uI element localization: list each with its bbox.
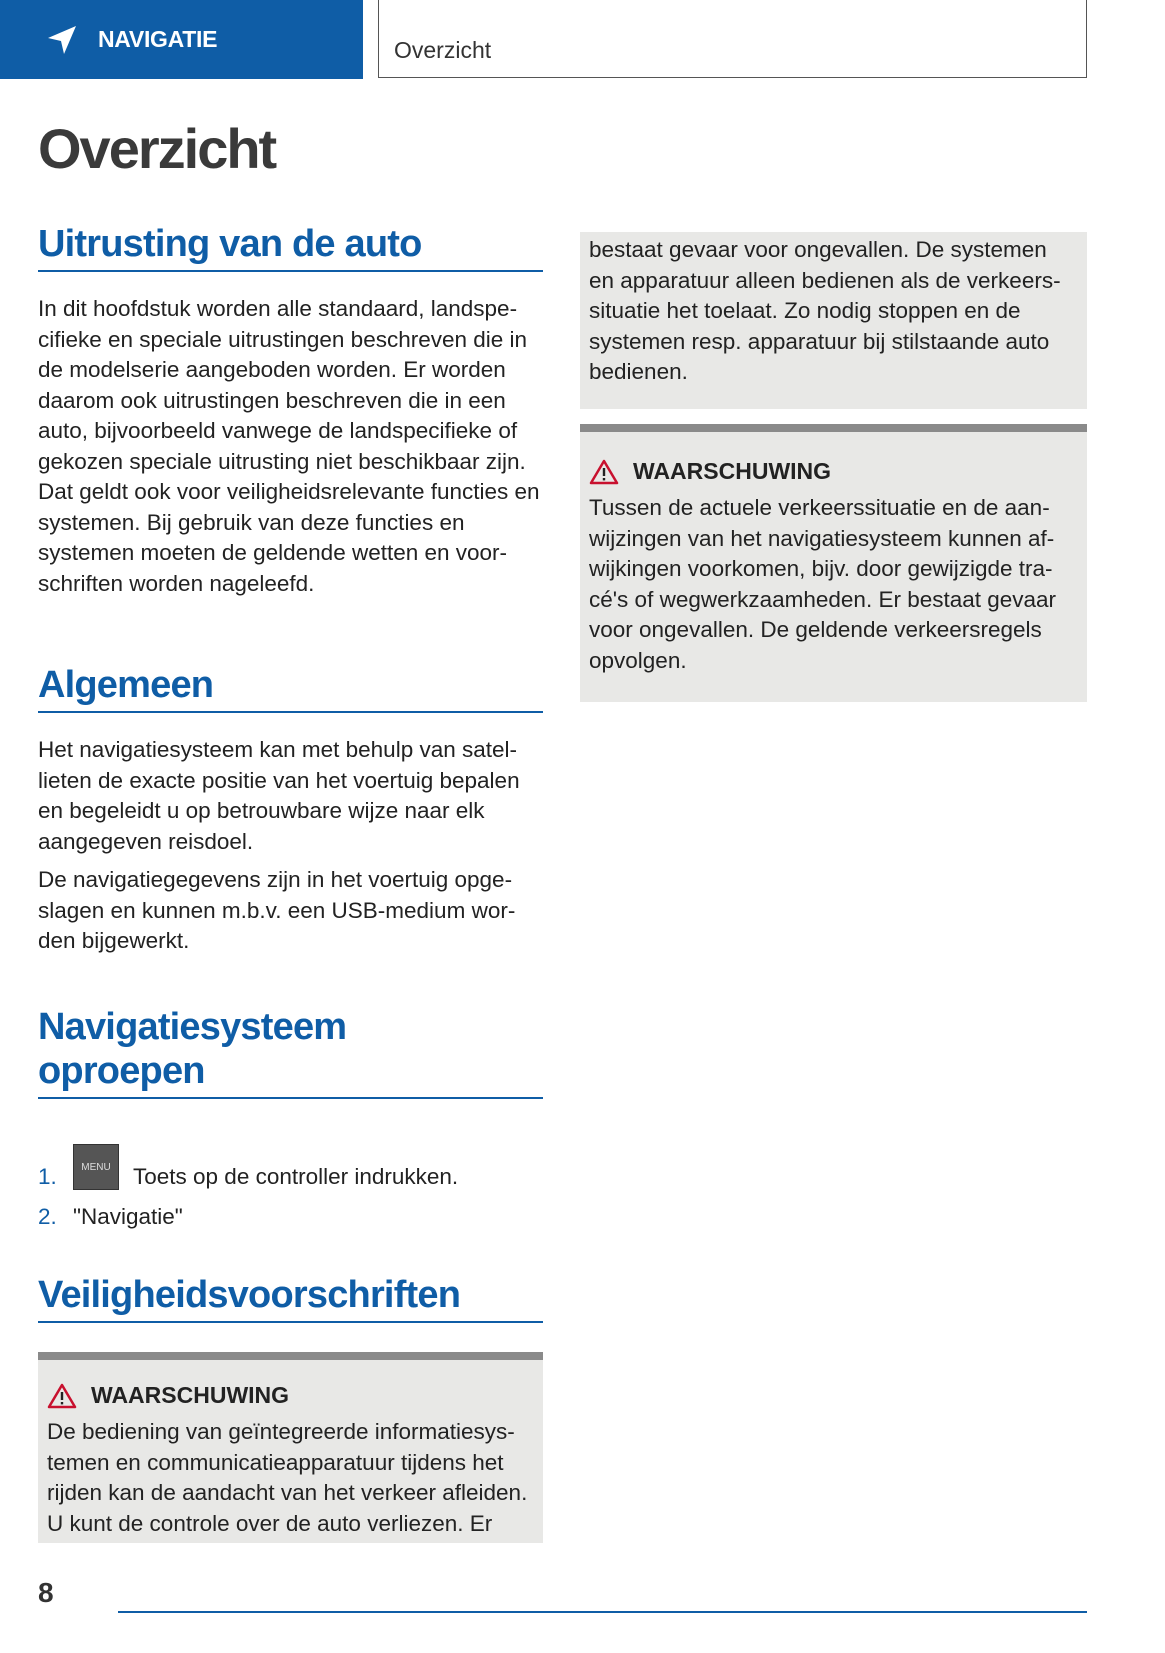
equipment-body [38, 294, 548, 607]
step-number: 1. [38, 1164, 57, 1189]
warning-text-part1: De bediening van geïntegreerde informatiesys- temen en communicatieapparatuur tijdens het rijden kan de aandacht van het verkeer afleiden. U kunt de controle over de auto verliezen. Er [47, 1419, 528, 1536]
general-paragraph-1: Het navigatiesysteem kan met behulp van satel- lieten de exacte positie van het voertuig bepalen en begeleidt u op betrouwbare wijze naar elk aangegeven reisdoel. [38, 737, 520, 854]
heading-general: Algemeen [38, 663, 543, 713]
warning-text-part2: bestaat gevaar voor ongevallen. De systemen en apparatuur alleen bedienen als de verkeers- situatie het toelaat. Zo nodig stoppen en de systemen resp. apparatuur bij stilstaande auto bedienen. [589, 237, 1061, 384]
section-header-title: Overzicht [394, 37, 492, 63]
warning-box-1-continued [580, 232, 1087, 409]
warning-bar [580, 424, 1087, 432]
warning-title [589, 458, 1077, 485]
general-paragraph-2: De navigatiegegevens zijn in het voertuig opge- slagen en kunnen m.b.v. een USB-medium wor- den bijgewerkt. [38, 867, 516, 953]
general-body [38, 735, 548, 965]
section-header [378, 0, 1087, 78]
heading-open-navigation-line2: oproepen [38, 1050, 205, 1092]
warning-box-2 [580, 424, 1087, 702]
equipment-paragraph: In dit hoofdstuk worden alle standaard, landspe- cifieke en speciale uitrustingen beschreven die in de modelserie aangeboden worden. Er worden daarom ook uitrustingen beschreven die in een auto, bijvoorbeeld vanwege de landspecifieke of gekozen speciale uitrusting niet beschikbaar zijn. Dat geldt ook voor veiligheidsrelevante functies en systemen. Bij gebruik van deze functies en systemen moeten de geldende wetten en voor- schriften worden nageleefd. [38, 296, 540, 596]
page-title: Overzicht [38, 117, 276, 180]
warning-triangle-icon [47, 1383, 77, 1409]
steps-list [38, 1138, 548, 1230]
chapter-title: NAVIGATIE [98, 26, 218, 52]
step-text: "Navigatie" [73, 1204, 183, 1229]
warning-title-text: WAARSCHUWING [91, 1382, 290, 1408]
warning-title [47, 1382, 533, 1409]
navigation-arrow-icon [46, 24, 78, 56]
step-number: 2. [38, 1204, 57, 1229]
warning-box-1 [38, 1352, 543, 1543]
footer-divider [118, 1611, 1087, 1613]
menu-key-icon: MENU [73, 1144, 119, 1190]
warning-title-text: WAARSCHUWING [633, 458, 832, 484]
warning-text: Tussen de actuele verkeerssituatie en de aan- wijzingen van het navigatiesysteem kunnen af- wijkingen voorkomen, bijv. door gewijzigde tra- cé's of wegwerkzaamheden. Er bestaat gevaar voor ongevallen. De geldende verkeersregels opvolgen. [589, 495, 1057, 673]
warning-triangle-icon [589, 459, 619, 485]
step-item [38, 1138, 548, 1190]
step-text: Toets op de controller indrukken. [133, 1164, 459, 1189]
step-item [38, 1190, 548, 1230]
warning-bar [38, 1352, 543, 1360]
heading-open-navigation [38, 1005, 543, 1099]
heading-safety: Veiligheidsvoorschriften [38, 1273, 543, 1323]
heading-open-navigation-line1: Navigatiesysteem [38, 1006, 347, 1048]
chapter-tab [0, 0, 363, 79]
page-number: 8 [38, 1577, 54, 1608]
heading-equipment: Uitrusting van de auto [38, 222, 543, 272]
